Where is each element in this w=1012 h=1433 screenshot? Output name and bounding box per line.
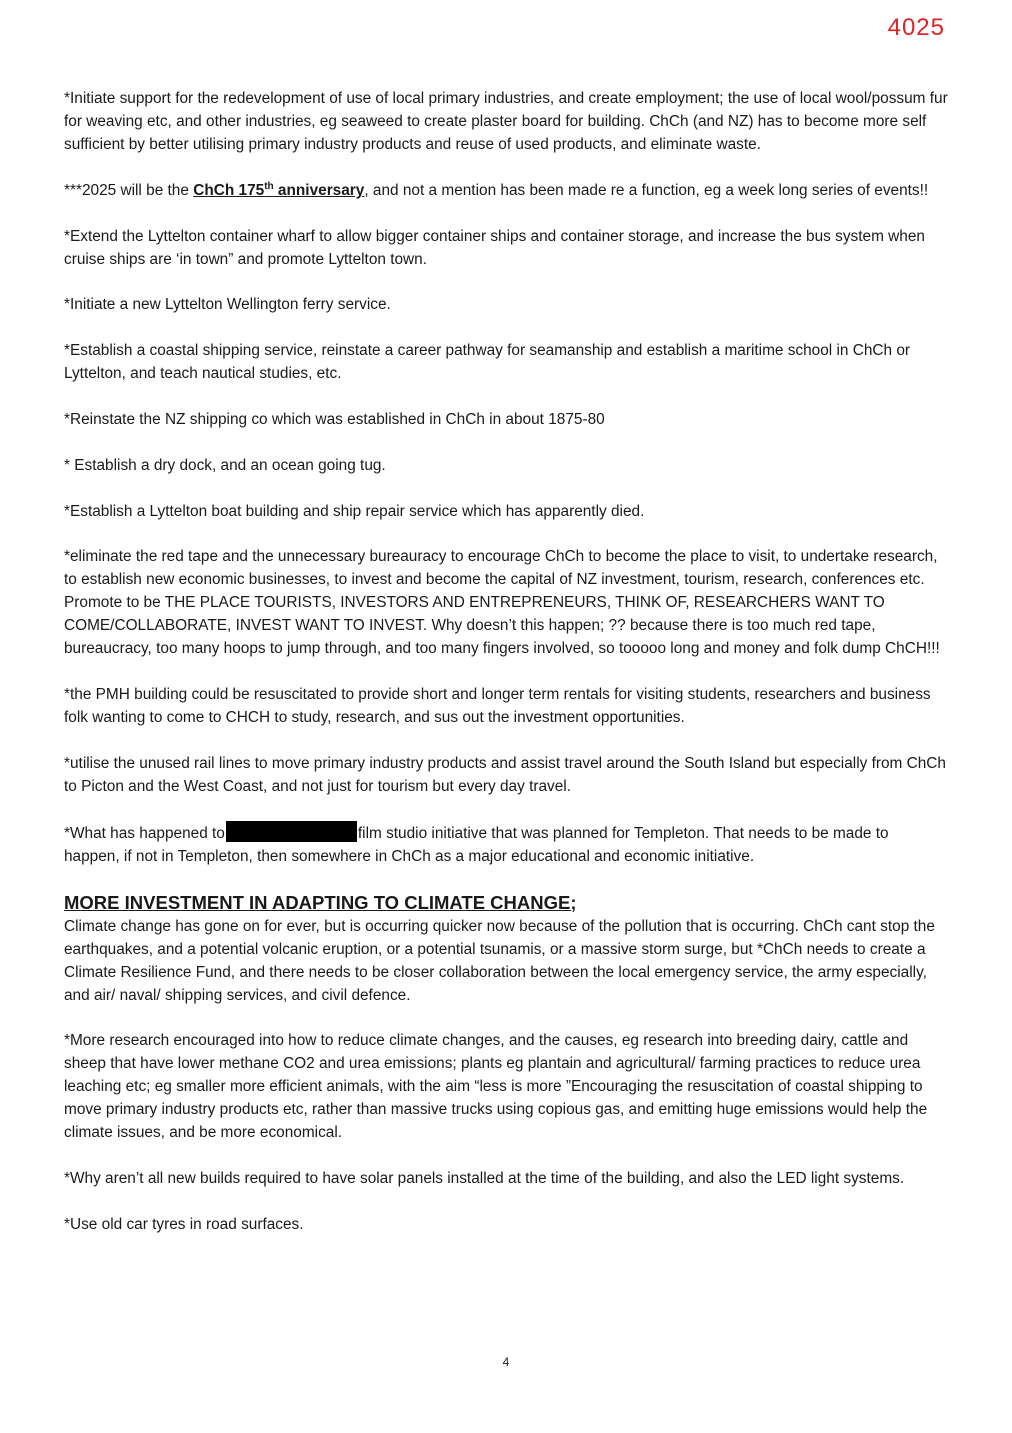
redaction-block xyxy=(226,821,357,842)
submission-number: 4025 xyxy=(887,14,945,41)
film-studio-prefix: *What has happened to xyxy=(64,824,225,842)
anniversary-word: anniversary xyxy=(273,181,365,199)
paragraph-pmh-building: *the PMH building could be resuscitated to provide short and longer term rentals for visiting students, researchers and business folk wanting to come to CHCH to study, research, and sus out the investment opportunities. xyxy=(64,686,931,727)
anniversary-suffix: , and not a mention has been made re a function, eg a week long series of events!! xyxy=(364,181,929,199)
film-studio-suffix: film studio initiative that was planned for Templeton. That needs to be made to happen, if not in Templeton, then somewhere in ChCh as a major educational and economic initiative. xyxy=(64,824,889,865)
paragraph-dry-dock: * Establish a dry dock, and an ocean going tug. xyxy=(64,456,386,474)
paragraph-boat-building: *Establish a Lyttelton boat building and ship repair service which has apparently died. xyxy=(64,502,645,520)
paragraph-primary-industries: *Initiate support for the redevelopment of use of local primary industries, and create employment; the use of local wool/possum fur for weaving etc, and other industries, eg seaweed to create plaster board for building. ChCh (and NZ) has to become more self sufficient by better utilising primary industry products and reuse of used products, and eliminate waste. xyxy=(64,90,948,153)
anniversary-superscript: th xyxy=(264,180,274,192)
section-heading-climate: MORE INVESTMENT IN ADAPTING TO CLIMATE CHANGE; xyxy=(64,891,577,913)
paragraph-container-wharf: *Extend the Lyttelton container wharf to allow bigger container ships and container storage, and increase the bus system when cruise ships are ‘in town” and promote Lyttelton town. xyxy=(64,227,925,268)
document-body xyxy=(64,87,948,1259)
paragraph-climate-resilience: Climate change has gone on for ever, but is occurring quicker now because of the pollution that is occurring. ChCh cant stop the earthquakes, and a potential volcanic eruption, or a potential tsunamis, or a massive storm surge, but *ChCh needs to create a Climate Resilience Fund, and there needs to be closer collaboration between the local emergency service, the army especially, and air/ naval/ shipping services, and civil defence. xyxy=(64,917,935,1004)
paragraph-ferry-service: *Initiate a new Lyttelton Wellington ferry service. xyxy=(64,296,391,314)
paragraph-coastal-shipping: *Establish a coastal shipping service, reinstate a career pathway for seamanship and establish a maritime school in ChCh or Lyttelton, and teach nautical studies, etc. xyxy=(64,342,911,383)
paragraph-shipping-co: *Reinstate the NZ shipping co which was established in ChCh in about 1875-80 xyxy=(64,410,605,428)
paragraph-climate-research: *More research encouraged into how to reduce climate changes, and the causes, eg research into breeding dairy, cattle and sheep that have lower methane CO2 and urea emissions; plants eg plantain and agricultural/ farming practices to reduce urea leaching etc; eg smaller more efficient animals, with the aim “less is more ”Encouraging the resuscitation of coastal shipping to move primary industry products etc, rather than massive trucks using copious gas, and emitting huge emissions would help the climate issues, and be more economical. xyxy=(64,1032,928,1142)
anniversary-prefix: ***2025 will be the xyxy=(64,181,194,199)
paragraph-rail-lines: *utilise the unused rail lines to move primary industry products and assist travel around the South Island but especially from ChCh to Picton and the West Coast, and not just for tourism but every day travel. xyxy=(64,754,946,795)
anniversary-text: ChCh 175 xyxy=(193,181,265,199)
page-number: 4 xyxy=(502,1355,510,1369)
paragraph-car-tyres: *Use old car tyres in road surfaces. xyxy=(64,1215,304,1233)
paragraph-anniversary xyxy=(64,179,948,202)
paragraph-film-studio xyxy=(64,821,948,868)
paragraph-red-tape: *eliminate the red tape and the unnecessary bureauracy to encourage ChCh to become the place to visit, to undertake research, to establish new economic businesses, to invest and become the capital of NZ investment, tourism, research, conferences etc. Promote to be THE PLACE TOURISTS, INVESTORS AND ENTREPRENEURS, THINK OF, RESEARCHERS WANT TO COME/COLLABORATE, INVEST WANT TO INVEST. Why doesn’t this happen; ?? because there is too much red tape, bureaucracy, too many hoops to jump through, and too many fingers involved, so tooooo long and money and folk dump ChCH!!! xyxy=(64,548,940,658)
paragraph-solar-panels: *Why aren’t all new builds required to have solar panels installed at the time of the building, and also the LED light systems. xyxy=(64,1170,905,1188)
anniversary-highlight xyxy=(193,182,364,199)
